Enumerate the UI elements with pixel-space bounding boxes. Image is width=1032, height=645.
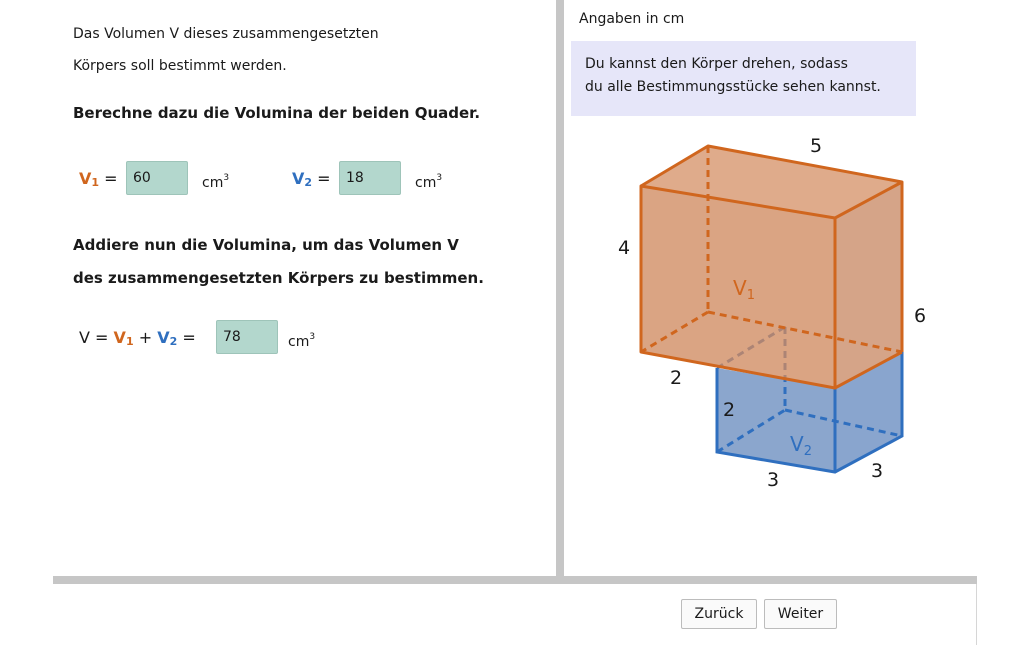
- dim-label-lower-depth: 3: [871, 460, 884, 482]
- panel-divider-horizontal[interactable]: [53, 576, 977, 584]
- dim-label-left: 4: [618, 237, 631, 259]
- task-add-line-2: des zusammengesetzten Körpers zu bestimmen.: [73, 269, 484, 287]
- label-v2: $V_2$: [790, 432, 812, 459]
- units-note: Angaben in cm: [579, 11, 685, 27]
- v1-unit: $cm^3$: [202, 173, 230, 191]
- total-unit: $cm^3$: [288, 332, 316, 350]
- next-button[interactable]: Weiter: [764, 599, 837, 629]
- v1-input[interactable]: [126, 161, 188, 195]
- v1-formula: V1 =: [79, 169, 118, 189]
- label-v1: $V_1$: [733, 276, 755, 303]
- task-add-line-1: Addiere nun die Volumina, um das Volumen V: [73, 236, 459, 254]
- total-formula: V = V1 + V2 =: [79, 328, 196, 348]
- panel-divider-vertical[interactable]: [556, 0, 564, 577]
- composite-solid-3d-view[interactable]: [580, 118, 960, 498]
- v2-input[interactable]: [339, 161, 401, 195]
- rotate-hint-box: [571, 41, 916, 116]
- back-button[interactable]: Zurück: [681, 599, 757, 629]
- dim-label-upper-depth: 2: [670, 367, 683, 389]
- v2-unit: $cm^3$: [415, 173, 443, 191]
- v2-formula: V2 =: [292, 169, 331, 189]
- frame-edge: [976, 584, 977, 645]
- dim-label-top: 5: [810, 135, 823, 157]
- task-compute-volumes: Berechne dazu die Volumina der beiden Quader.: [73, 104, 481, 122]
- intro-line-2: Körpers soll bestimmt werden.: [73, 58, 287, 74]
- dim-label-lower-height: 2: [723, 399, 736, 421]
- task-panel: [0, 0, 556, 577]
- dim-label-lower-width: 3: [767, 469, 780, 491]
- rotate-hint-text: Du kannst den Körper drehen, sodass du alle Bestimmungsstücke sehen kannst.: [585, 56, 881, 95]
- total-volume-input[interactable]: [216, 320, 278, 354]
- dim-label-right: 6: [914, 305, 927, 327]
- intro-line-1: Das Volumen V dieses zusammengesetzten: [73, 26, 379, 42]
